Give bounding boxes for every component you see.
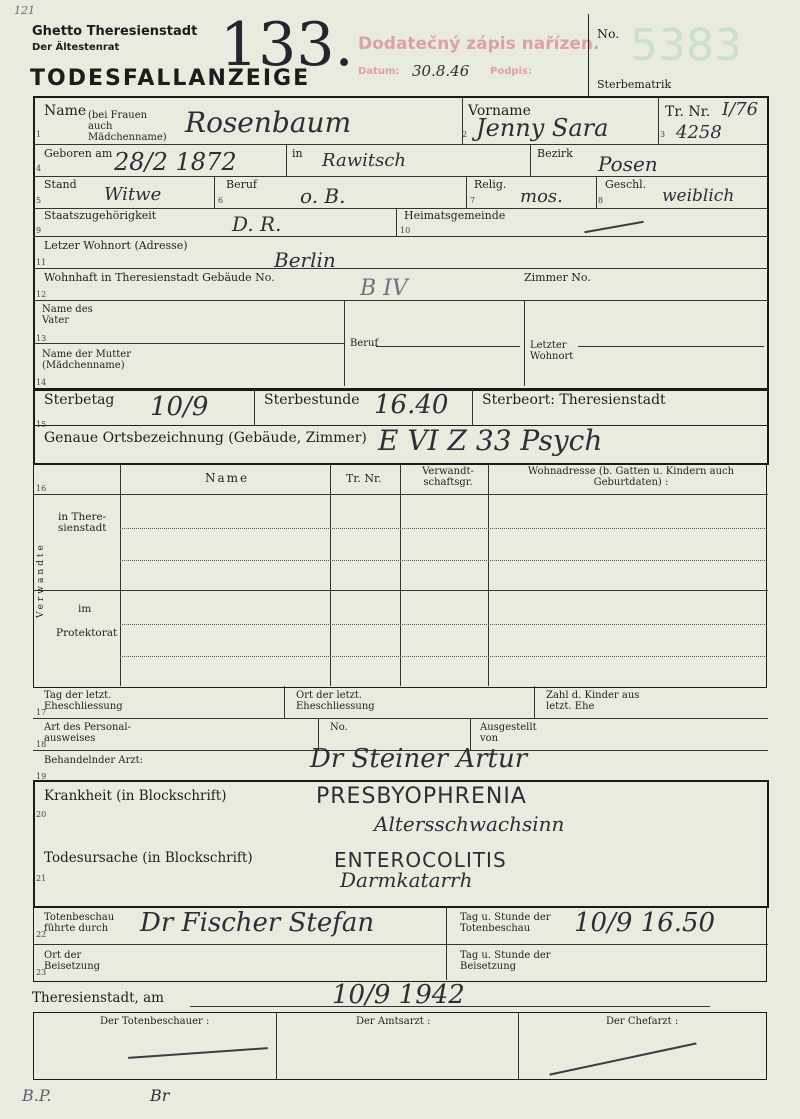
ursache-label: Todesursache (in Blockschrift) [44, 850, 253, 866]
field-number: 8 [598, 196, 604, 205]
field-number: 18 [36, 740, 47, 749]
verwandte-text: Verwandte [36, 542, 46, 618]
field-number: 20 [36, 810, 47, 819]
sterbestunde-label: Sterbestunde [264, 392, 360, 408]
wohnhaft-value: B IV [360, 276, 408, 301]
stand-value: Witwe [104, 184, 162, 205]
ort-eheschliessung-label: Ort der letzt. Eheschliessung [296, 690, 375, 712]
wohnhaft-label: Wohnhaft in Theresienstadt Gebäude No. [44, 271, 275, 284]
bezirk-value: Posen [598, 152, 658, 176]
stamp-datum-label: Datum: [358, 66, 400, 77]
tag-eheschliessung-label: Tag der letzt. Eheschliessung [44, 690, 123, 712]
tag-toten-value: 10/9 16.50 [574, 908, 716, 938]
page-title: TODESFALLANZEIGE [30, 66, 311, 91]
ausweis-no-label: No. [330, 722, 348, 733]
field-number: 19 [36, 772, 47, 781]
council-label: Der Ältestenrat [32, 42, 120, 53]
place-label: Theresienstadt, am [32, 990, 164, 1006]
field-number: 9 [36, 226, 42, 235]
field-number: 3 [660, 130, 666, 139]
name-label: Name [44, 103, 87, 119]
totenbeschau-label: Totenbeschau führte durch [44, 912, 115, 934]
field-number: 21 [36, 874, 47, 883]
wohnort-value: Berlin [274, 248, 336, 272]
trnr-value: I/76 [722, 99, 759, 120]
totenbeschau-value: Dr Fischer Stefan [140, 908, 375, 938]
tag-beisetzung-label: Tag u. Stunde der Beisetzung [460, 950, 551, 972]
beruf-value: o. B. [300, 184, 346, 208]
col-name: Name [205, 471, 250, 485]
staats-value: D. R. [232, 212, 282, 236]
chefarzt-label: Der Chefarzt : [606, 1016, 679, 1027]
field-number: 12 [36, 290, 47, 299]
ausweis-label: Art des Personal-ausweises [44, 722, 131, 744]
geschl-value: weiblich [662, 186, 735, 206]
trnr-value-2: 4258 [676, 122, 722, 143]
field-number: 14 [36, 378, 47, 387]
sterbestunde-value: 16.40 [374, 390, 449, 420]
col-wohn: Wohnadresse (b. Gatten u. Kindern auch Geburtdaten) : [527, 466, 735, 488]
field-number: 13 [36, 334, 47, 343]
trnr-label: Tr. Nr. [665, 104, 711, 120]
geboren-value: 28/2 1872 [114, 148, 237, 176]
sterbetag-label: Sterbetag [44, 392, 115, 408]
sterbetag-value: 10/9 [150, 392, 209, 422]
ausgestellt-label: Ausgestellt von [480, 722, 537, 744]
letzter-wohnort-label: Letzter Wohnort [530, 340, 574, 362]
field-number: 2 [462, 130, 468, 139]
col-trnr: Tr. Nr. [346, 472, 382, 485]
staats-label: Staatszugehörigkeit [44, 209, 157, 222]
ort-value: E VI Z 33 Psych [378, 424, 603, 457]
stamp-datum-value: 30.8.46 [412, 62, 470, 80]
field-number: 11 [36, 258, 47, 267]
initials-2: Br [150, 1086, 170, 1105]
in-there-label: in There-sienstadt [58, 511, 107, 534]
arzt-label: Behandelnder Arzt: [44, 755, 144, 766]
amtsarzt-label: Der Amtsarzt : [356, 1016, 431, 1027]
stamp-podpis-label: Podpis: [490, 66, 532, 77]
heimat-label: Heimatsgemeinde [404, 209, 506, 222]
mutter-label: Name der Mutter (Mädchenname) [42, 349, 131, 371]
ursache-value-2: Darmkatarrh [340, 868, 473, 892]
field-number: 10 [400, 226, 411, 235]
in-label: in [292, 147, 303, 160]
initials-1: B.P. [22, 1086, 52, 1105]
col-verwandt: Verwandt-schaftsgr. [422, 466, 474, 488]
relig-label: Relig. [474, 178, 507, 191]
bezirk-label: Bezirk [537, 147, 573, 160]
kinder-label: Zahl d. Kinder aus letzt. Ehe [546, 690, 640, 712]
stamp-line: Dodatečný zápis nařízen. [358, 34, 600, 54]
no-label: No. [597, 26, 620, 41]
wohnort-label: Letzer Wohnort (Adresse) [44, 239, 188, 252]
field-number: 16 [36, 484, 47, 493]
field-number: 15 [36, 420, 47, 429]
krankheit-value-2: Altersschwachsinn [374, 812, 565, 836]
zimmer-label: Zimmer No. [524, 271, 591, 284]
sterbe-number: 5383 [630, 20, 742, 71]
vater-label: Name des Vater [42, 304, 93, 326]
krankheit-label: Krankheit (in Blockschrift) [44, 788, 227, 804]
ghetto-label: Ghetto Theresienstadt [32, 24, 198, 39]
beruf-label: Beruf [226, 178, 258, 191]
name-note: (bei Frauen auch Mädchenname) [88, 110, 167, 143]
field-number: 7 [470, 196, 476, 205]
vorname-value: Jenny Sara [476, 114, 609, 142]
protektorat-label: Protektorat [56, 627, 118, 639]
ort-beisetzung-label: Ort der Beisetzung [44, 950, 101, 972]
geboren-label: Geboren am [44, 147, 113, 160]
field-number: 22 [36, 930, 47, 939]
sterbeort-label: Sterbeort: Theresienstadt [482, 392, 666, 408]
date-value: 10/9 1942 [332, 980, 465, 1010]
beruf2-label: Beruf [350, 338, 379, 349]
totenbeschauer-label: Der Totenbeschauer : [100, 1016, 210, 1027]
relig-value: mos. [520, 186, 563, 207]
field-number: 4 [36, 164, 42, 173]
stand-label: Stand [44, 178, 77, 191]
ort-label: Genaue Ortsbezeichnung (Gebäude, Zimmer) [44, 430, 367, 446]
in-value: Rawitsch [322, 150, 407, 171]
arzt-value: Dr Steiner Artur [310, 744, 528, 774]
vorname-label: Vorname [468, 103, 531, 119]
big-number: 133. [220, 10, 354, 80]
field-number: 5 [36, 196, 42, 205]
field-number: 6 [218, 196, 224, 205]
pencil-note: 121 [14, 4, 35, 17]
field-number: 1 [36, 130, 42, 139]
sterbematrik-label: Sterbematrik [597, 78, 672, 91]
krankheit-value: PRESBYOPHRENIA [316, 784, 527, 809]
ursache-value: ENTEROCOLITIS [334, 848, 507, 872]
field-number: 17 [36, 708, 47, 717]
im-label: im [78, 603, 92, 615]
geschl-label: Geschl. [605, 178, 647, 191]
tag-toten-label: Tag u. Stunde der Totenbeschau [460, 912, 551, 934]
name-value: Rosenbaum [185, 106, 352, 139]
field-number: 23 [36, 968, 47, 977]
